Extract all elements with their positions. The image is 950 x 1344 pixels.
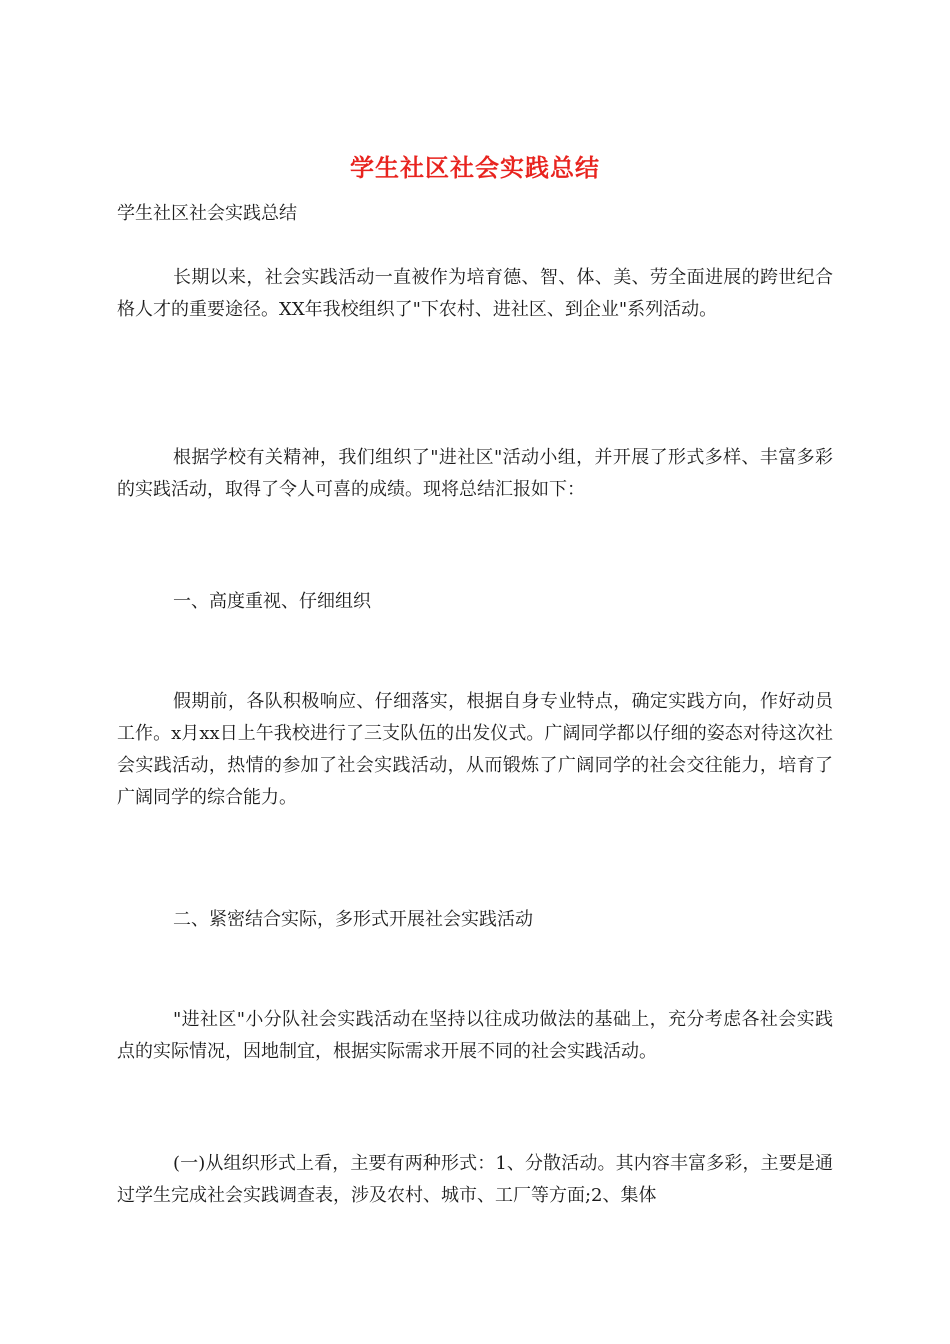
paragraph-intro: 长期以来，社会实践活动一直被作为培育德、智、体、美、劳全面进展的跨世纪合格人才的重要途径。XX年我校组织了"下农村、进社区、到企业"系列活动。 [117,267,833,320]
document-subtitle: 学生社区社会实践总结 [117,203,297,224]
section-heading-2: 二、紧密结合实际，多形式开展社会实践活动 [173,909,533,930]
document-title: 学生社区社会实践总结 [350,153,600,182]
paragraph-organization-forms: (一)从组织形式上看，主要有两种形式：1、分散活动。其内容丰富多彩，主要是通过学生完成社会实践调查表，涉及农村、城市、工厂等方面;2、集体 [117,1153,833,1206]
paragraph-organization: 假期前，各队积极响应、仔细落实，根据自身专业特点，确定实践方向，作好动员工作。x月xx日上午我校进行了三支队伍的出发仪式。广阔同学都以仔细的姿态对待这次社会实践活动，热情的参加了社会实践活动，从而锻炼了广阔同学的社会交往能力，培育了广阔同学的综合能力。 [117,691,833,808]
paragraph-summary: 根据学校有关精神，我们组织了"进社区"活动小组，并开展了形式多样、丰富多彩的实践活动，取得了令人可喜的成绩。现将总结汇报如下： [117,447,833,500]
paragraph-community-team: "进社区"小分队社会实践活动在坚持以往成功做法的基础上，充分考虑各社会实践点的实际情况，因地制宜，根据实际需求开展不同的社会实践活动。 [117,1009,833,1062]
section-heading-1: 一、高度重视、仔细组织 [173,591,371,612]
